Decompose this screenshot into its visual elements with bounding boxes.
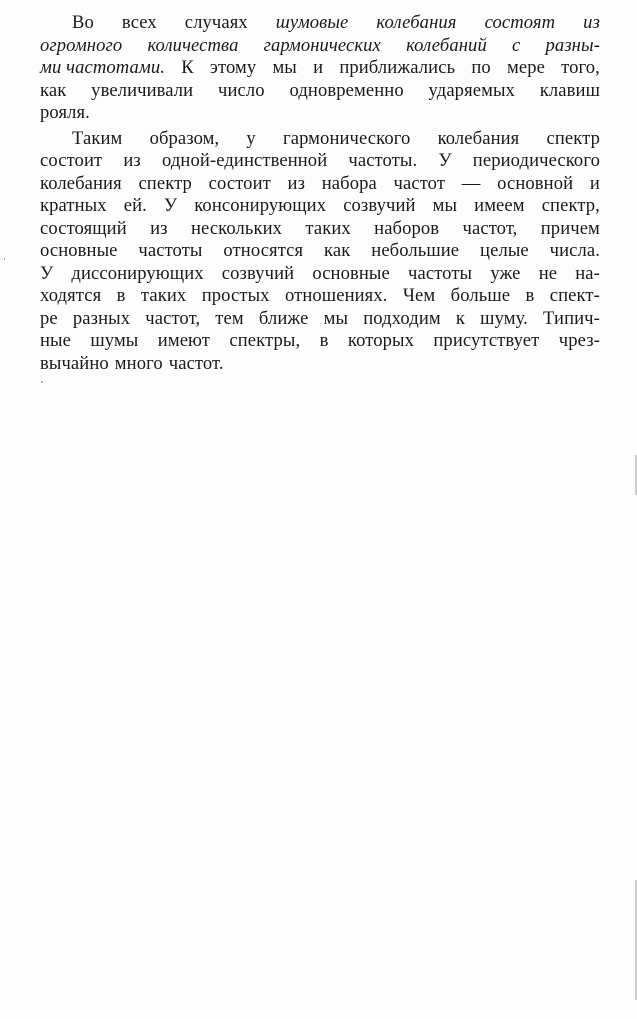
word: спект-	[549, 285, 600, 306]
word: образом,	[149, 127, 220, 149]
text-line	[40, 102, 600, 125]
word: спектр,	[541, 195, 600, 216]
word: шумы	[90, 330, 139, 351]
italic-word: состоят	[484, 12, 556, 33]
word: причем	[540, 217, 600, 239]
word: имеем	[474, 195, 525, 216]
text-line	[40, 218, 600, 241]
word: основной	[497, 172, 574, 194]
word: клавиш	[539, 79, 600, 101]
word: число	[218, 79, 265, 101]
word: кратных	[40, 195, 107, 216]
word: мы	[432, 195, 458, 216]
word: мы	[323, 307, 349, 329]
word: спектры,	[229, 330, 301, 351]
word: много	[114, 352, 163, 374]
italic-word: разны-	[545, 34, 600, 56]
word: состоит	[208, 172, 271, 194]
word: ей.	[123, 195, 147, 216]
word: чрез-	[558, 330, 600, 351]
paragraph	[40, 128, 600, 376]
text-line	[40, 173, 600, 196]
word: Таким	[72, 127, 123, 149]
word: отношениях.	[284, 285, 388, 306]
word: частот,	[145, 307, 201, 329]
text-line	[40, 57, 600, 80]
word: тем	[215, 307, 244, 329]
word: Во	[72, 12, 94, 33]
italic-word: ми частотами.	[40, 57, 166, 78]
italic-word: из	[583, 12, 600, 33]
word: ходятся	[40, 285, 102, 306]
text-line	[40, 263, 600, 286]
word: у	[246, 127, 256, 149]
word: которых	[347, 330, 414, 351]
text-line	[40, 240, 600, 263]
word: Типич-	[543, 307, 600, 329]
word: частот.	[168, 352, 224, 374]
word: этому	[209, 57, 257, 78]
word: того,	[561, 57, 600, 78]
word: одновременно	[289, 79, 404, 101]
word: гармонического	[282, 127, 411, 149]
word: вычайно	[40, 352, 109, 374]
text-line	[40, 150, 600, 173]
text-line	[40, 353, 600, 376]
word: У	[438, 150, 452, 171]
word: созвучий	[343, 195, 416, 216]
word: колебания	[40, 172, 122, 194]
word: консонирующих	[194, 195, 327, 216]
text-line	[40, 12, 600, 35]
word: увеличивали	[91, 79, 194, 101]
word: частоты.	[348, 150, 418, 171]
word: рояля.	[40, 102, 90, 123]
word: ближе	[258, 307, 309, 329]
word: в	[116, 285, 126, 306]
word: из	[287, 172, 306, 194]
word: основные	[312, 262, 390, 284]
word: частоты	[408, 262, 473, 284]
word: нескольких	[190, 217, 283, 239]
italic-word: с	[512, 34, 521, 56]
word: и	[589, 172, 600, 194]
word: к	[455, 307, 466, 329]
word: набора	[321, 172, 377, 194]
word: —	[461, 172, 481, 194]
text-line	[40, 330, 600, 353]
text-line	[40, 128, 600, 151]
word: по	[471, 57, 491, 78]
text-line	[40, 285, 600, 308]
word: относятся	[223, 240, 304, 261]
word: У	[40, 262, 54, 284]
word: созвучий	[221, 262, 295, 284]
word: У	[163, 195, 178, 216]
word: не	[538, 262, 558, 284]
body-text	[40, 12, 600, 375]
word: подходим	[363, 307, 441, 329]
word: основные	[40, 240, 118, 261]
word: мере	[506, 57, 545, 78]
scan-speck	[41, 381, 43, 383]
word: частот,	[462, 217, 518, 239]
word: имеют	[157, 330, 211, 351]
word: К	[181, 57, 194, 78]
word: диссонирующих	[71, 262, 204, 284]
text-line	[40, 195, 600, 218]
word: простых	[201, 285, 270, 306]
word: разных	[72, 307, 131, 329]
word: присутствует	[433, 330, 540, 351]
word: целые	[480, 240, 529, 261]
word: в	[525, 285, 535, 306]
word: ре	[40, 307, 58, 329]
word: колебания	[437, 127, 520, 149]
word: уже	[490, 262, 521, 284]
word: как	[324, 240, 351, 261]
word: наборов	[374, 217, 440, 239]
italic-word: шумовые	[275, 12, 349, 33]
word: из	[123, 150, 141, 171]
italic-word: огромного	[40, 34, 123, 56]
italic-word: количества	[147, 34, 239, 56]
paragraph	[40, 12, 600, 125]
word: шуму.	[480, 307, 528, 329]
word: Чем	[402, 285, 436, 306]
word: из	[150, 217, 168, 239]
word: состоящий	[40, 217, 127, 239]
italic-word: гармонических	[263, 34, 381, 56]
word: таких	[305, 217, 351, 239]
word: одной-единственной	[162, 150, 328, 171]
word: мы	[272, 57, 297, 78]
word: частот	[393, 172, 446, 194]
italic-word: колебаний	[406, 34, 487, 56]
word: состоит	[40, 150, 103, 171]
text-line	[40, 80, 600, 103]
italic-word: колебания	[376, 12, 457, 33]
word: спектр	[546, 127, 600, 149]
text-line	[40, 35, 600, 58]
word: частоты	[138, 240, 203, 261]
word: больше	[450, 285, 511, 306]
word: периодического	[472, 150, 600, 171]
word: числа.	[549, 240, 600, 261]
word: в	[319, 330, 329, 351]
word: спектр	[138, 172, 192, 194]
word: всех	[121, 12, 157, 33]
word: ные	[40, 330, 71, 351]
word: случаях	[184, 12, 248, 33]
word: приближались	[339, 57, 456, 78]
word: на-	[575, 262, 600, 284]
word: как	[40, 79, 67, 101]
text-line	[40, 308, 600, 331]
word: ударяемых	[428, 79, 515, 101]
scan-speck	[4, 258, 5, 260]
word: таких	[140, 285, 187, 306]
word: небольшие	[371, 240, 460, 261]
word: и	[313, 57, 324, 78]
